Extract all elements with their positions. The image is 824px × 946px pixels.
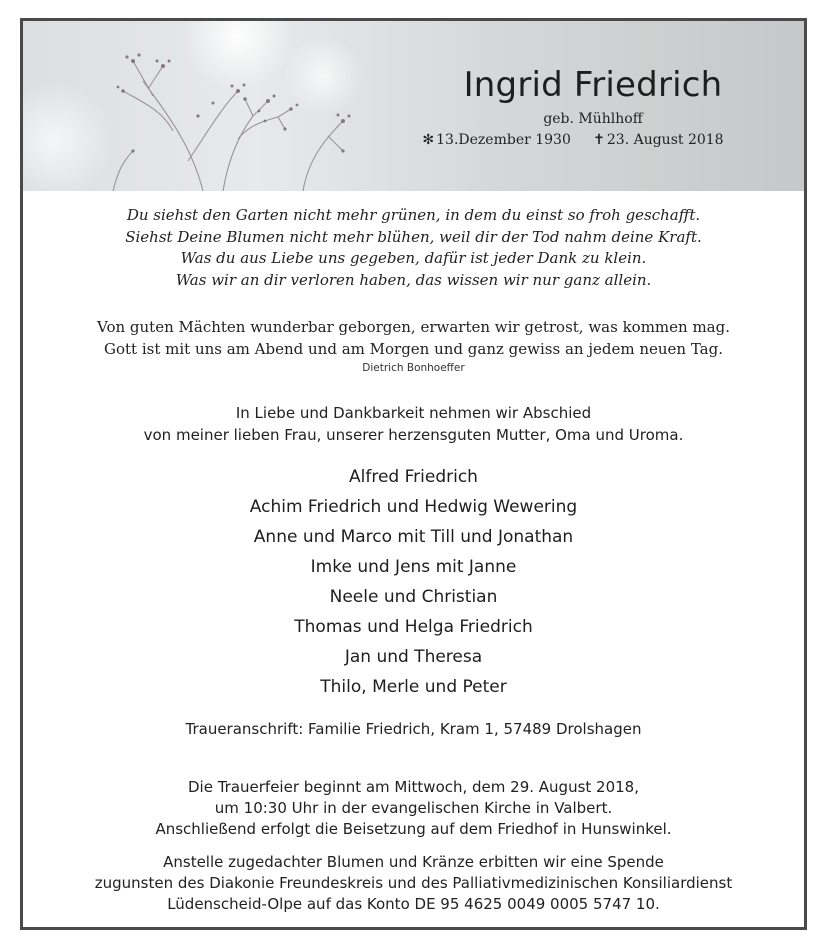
ceremony-line: Die Trauerfeier beginnt am Mittwoch, dem 29. August 2018, bbox=[187, 778, 639, 796]
quote-line: Gott ist mit uns am Abend und am Morgen und ganz gewiss an jedem neuen Tag. bbox=[104, 339, 723, 358]
family-member: Thomas und Helga Friedrich bbox=[294, 617, 533, 637]
birth-date: 13.Dezember 1930 bbox=[436, 132, 571, 148]
dried-flowers-image bbox=[23, 21, 804, 191]
family-member: Imke und Jens mit Janne bbox=[310, 557, 517, 577]
memorial-poem bbox=[23, 205, 804, 291]
family-member: Achim Friedrich und Hedwig Wewering bbox=[249, 497, 578, 517]
family-member: Jan und Theresa bbox=[344, 647, 483, 667]
poem-line: Siehst Deine Blumen nicht mehr blühen, weil dir der Tod nahm deine Kraft. bbox=[125, 227, 702, 246]
mourning-address: Traueranschrift: Familie Friedrich, Kram 1, 57489 Drolshagen bbox=[185, 720, 642, 738]
death-date: 23. August 2018 bbox=[606, 132, 724, 148]
farewell-text bbox=[23, 403, 804, 446]
poem-line: Du siehst den Garten nicht mehr grünen, in dem du einst so froh geschafft. bbox=[126, 206, 701, 224]
life-dates bbox=[403, 132, 743, 148]
ceremony-line: Anschließend erfolgt die Beisetzung auf dem Friedhof in Hunswinkel. bbox=[155, 820, 672, 838]
header-banner bbox=[23, 21, 804, 191]
family-list bbox=[23, 462, 804, 702]
donation-line: Anstelle zugedachter Blumen und Kränze erbitten wir eine Spende bbox=[163, 853, 664, 871]
quote-author: Dietrich Bonhoeffer bbox=[362, 362, 465, 374]
death-cross-icon: ✝ bbox=[593, 132, 605, 148]
donation-info bbox=[23, 852, 804, 915]
farewell-line: In Liebe und Dankbarkeit nehmen wir Abschied bbox=[235, 404, 592, 422]
poem-line: Was wir an dir verloren haben, das wissen wir nur ganz allein. bbox=[175, 270, 652, 289]
family-member: Alfred Friedrich bbox=[349, 467, 478, 487]
quote-line: Von guten Mächten wunderbar geborgen, erwarten wir getrost, was kommen mag. bbox=[97, 318, 730, 336]
family-member: Anne und Marco mit Till und Jonathan bbox=[253, 527, 574, 547]
ceremony-info bbox=[23, 777, 804, 840]
bonhoeffer-quote bbox=[23, 317, 804, 360]
birth-star-icon: ✻ bbox=[422, 132, 435, 148]
family-member: Neele und Christian bbox=[329, 587, 498, 607]
birth-name: geb. Mühlhoff bbox=[543, 111, 643, 127]
donation-line: zugunsten des Diakonie Freundeskreis und des Palliativmedizinischen Konsiliardienst bbox=[94, 874, 733, 892]
family-member: Thilo, Merle und Peter bbox=[320, 677, 507, 697]
ceremony-line: um 10:30 Uhr in der evangelischen Kirche in Valbert. bbox=[214, 799, 613, 817]
farewell-line: von meiner lieben Frau, unserer herzensguten Mutter, Oma und Uroma. bbox=[143, 425, 684, 444]
poem-line: Was du aus Liebe uns gegeben, dafür ist jeder Dank zu klein. bbox=[180, 249, 647, 267]
deceased-name: Ingrid Friedrich bbox=[463, 65, 723, 105]
donation-line: Lüdenscheid-Olpe auf das Konto DE 95 4625 0049 0005 5747 10. bbox=[167, 895, 660, 913]
obituary-frame bbox=[20, 18, 807, 930]
